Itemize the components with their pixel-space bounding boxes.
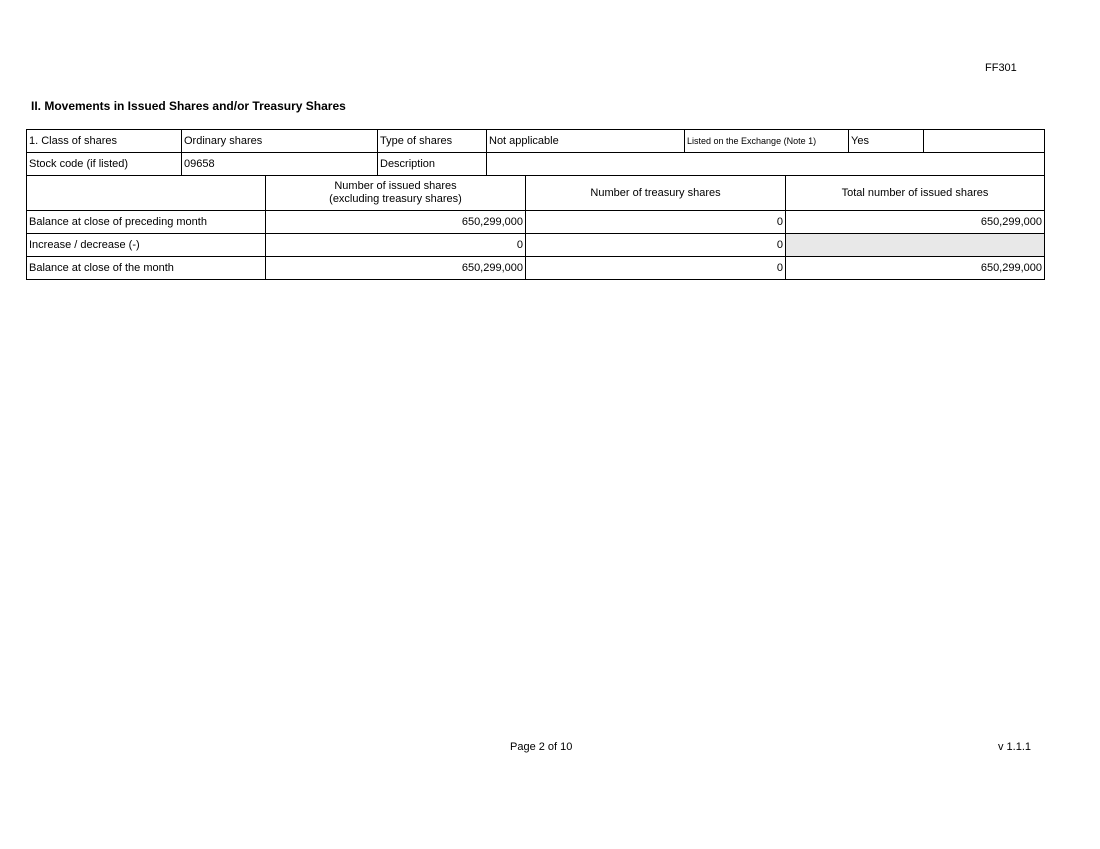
row-label: Balance at close of preceding month [27, 211, 266, 234]
movements-sheet [26, 129, 1044, 280]
total-issued-value-shaded [786, 234, 1045, 257]
treasury-shares-value: 0 [526, 211, 786, 234]
section-title: II. Movements in Issued Shares and/or Treasury Shares [31, 99, 346, 113]
description-label: Description [378, 153, 487, 176]
listed-on-exchange-label: Listed on the Exchange (Note 1) [685, 130, 849, 153]
version-label: v 1.1.1 [998, 741, 1032, 753]
stock-code-table [26, 152, 1045, 176]
row-label: Balance at close of the month [27, 257, 266, 280]
stock-code-value: 09658 [182, 153, 378, 176]
total-issued-value: 650,299,000 [786, 211, 1045, 234]
header-total-issued-shares: Total number of issued shares [786, 176, 1045, 211]
stock-code-label: Stock code (if listed) [27, 153, 182, 176]
row-label: Increase / decrease (-) [27, 234, 266, 257]
share-class-table [26, 129, 1045, 153]
header-treasury-shares: Number of treasury shares [526, 176, 786, 211]
description-value [487, 153, 1045, 176]
share-movements-table [26, 175, 1045, 280]
header-issued-shares [266, 176, 526, 211]
table-row [27, 211, 1045, 234]
table-row [27, 234, 1045, 257]
total-issued-value: 650,299,000 [786, 257, 1045, 280]
empty-cell [924, 130, 1045, 153]
type-of-shares-value: Not applicable [487, 130, 685, 153]
treasury-shares-value: 0 [526, 257, 786, 280]
page-number: Page 2 of 10 [510, 741, 573, 753]
issued-shares-value: 650,299,000 [266, 257, 526, 280]
listed-on-exchange-value: Yes [849, 130, 924, 153]
header-issued-line1: Number of issued shares [334, 180, 457, 192]
issued-shares-value: 650,299,000 [266, 211, 526, 234]
type-of-shares-label: Type of shares [378, 130, 487, 153]
class-of-shares-label: 1. Class of shares [27, 130, 182, 153]
treasury-shares-value: 0 [526, 234, 786, 257]
issued-shares-value: 0 [266, 234, 526, 257]
table-row [27, 257, 1045, 280]
header-issued-line2: (excluding treasury shares) [329, 193, 462, 205]
header-blank [27, 176, 266, 211]
form-code: FF301 [985, 62, 1017, 74]
class-of-shares-value: Ordinary shares [182, 130, 378, 153]
